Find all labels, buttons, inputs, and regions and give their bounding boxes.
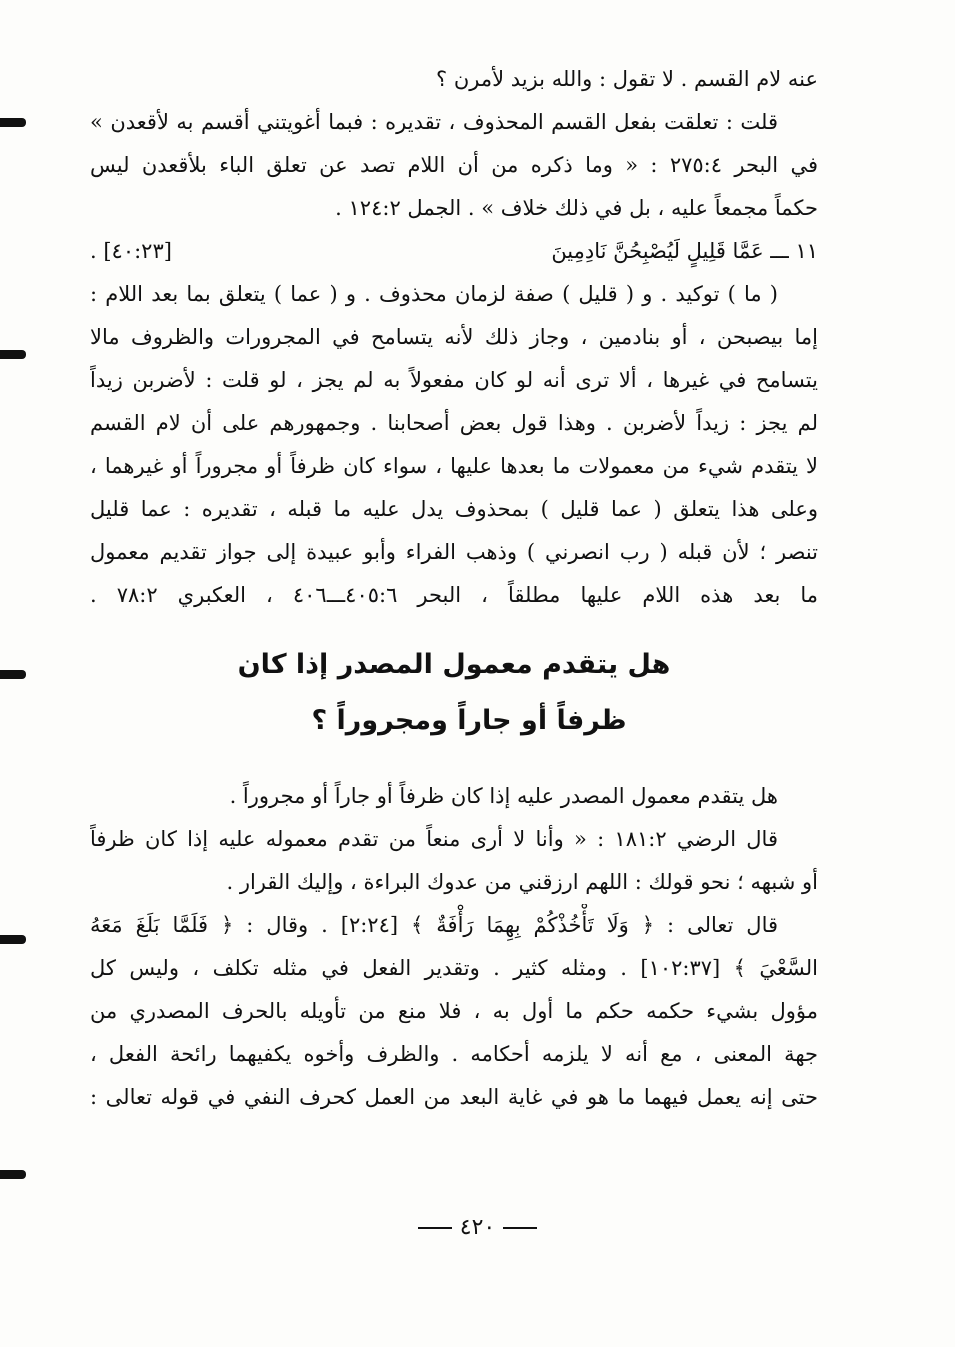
text-line: ( ما ) توكيد . و ( قليل ) صفة لزمان محذوف . و ( عما ) يتعلق بما بعد اللام : xyxy=(90,282,778,306)
text-line: ما بعد هذه اللام عليها مطلقاً ، البحر ٤٠٥:٦ـــ٤٠٦ ، العكبري ٧٨:٢ . xyxy=(90,583,818,607)
page-number xyxy=(0,1215,955,1240)
dash-decoration xyxy=(503,1227,537,1229)
text-line: مؤول بشيء حكمه حكم ما أول به ، فلا منع من تأويله بالحرف المصدري من xyxy=(90,999,818,1023)
text-line: لا يتقدم شيء من معمولات ما بعدها عليها ، سواء كان ظرفاً أو مجروراً أو غيرهما ، xyxy=(90,454,818,478)
binding-mark xyxy=(0,118,26,127)
section-body xyxy=(90,775,818,1119)
verse-reference: [٤٠:٢٣] . xyxy=(90,239,172,263)
binding-mark xyxy=(0,935,26,944)
text-line: تنصر ؛ لأن قبله ( رب انصرني ) وذهب الفراء وأبو عبيدة إلى جواز تقديم معمول xyxy=(90,540,818,564)
text-line: هل يتقدم معمول المصدر عليه إذا كان ظرفاً أو جاراً أو مجروراً . xyxy=(229,784,778,808)
binding-mark xyxy=(0,1170,26,1179)
text-line: قال الرضي ١٨١:٢ : « وأنا لا أرى منعاً من تقدم معموله عليه إذا كان ظرفاً xyxy=(90,827,778,851)
heading-line: ظرفاً أو جاراً ومجروراً ؟ xyxy=(311,705,627,736)
text-line: حكماً مجمعاً عليه ، بل في ذلك خلاف » . الجمل ١٢٤:٢ . xyxy=(335,196,818,220)
section-heading xyxy=(90,637,818,749)
text-line: قلت : تعلقت بفعل القسم المحذوف ، تقديره : فبما أغويتني أقسم به لأقعدن » xyxy=(90,110,778,134)
text-line: حتى إنه يعمل فيهما ما هو في غاية البعد من العمل كحرف النفي في قوله تعالى : xyxy=(90,1085,818,1109)
dash-decoration xyxy=(418,1227,452,1229)
binding-mark xyxy=(0,350,26,359)
text-line: السَّعْيَ ﴾ [١٠٢:٣٧] . ومثله كثير . وتقدير الفعل في مثله تكلف ، وليس كل xyxy=(90,956,818,980)
text-line: قال تعالى : ﴿ وَلَا تَأْخُذْكُمْ بِهِمَا رَأْفَةٌ ﴾ [٢:٢٤] . وقال : ﴿ فَلَمَّا بَلَغَ مَعَهُ xyxy=(90,913,779,937)
text-line: يتسامح في غيرها ، ألا ترى أنه لو كان مفعولاً به لم يجز ، لو قلت : لأضربن زيداً xyxy=(90,368,818,392)
text-line: أو شبهه ؛ نحو قولك : اللهم ارزقني من عدوك البراءة ، وإليك القرار . xyxy=(226,870,818,894)
page-number-text: ٤٢٠ xyxy=(459,1215,496,1240)
verse-line xyxy=(90,230,818,273)
text-line: في البحر ٢٧٥:٤ : « وما ذكره من أن اللام تصد عن تعلق الباء بلأقعدن ليس xyxy=(90,153,818,177)
text-line: إما بيصبحن ، أو بنادمين ، وجاز ذلك لأنه يتسامح في المجرورات والظروف مالا xyxy=(90,325,818,349)
heading-line: هل يتقدم معمول المصدر إذا كان xyxy=(237,649,671,680)
text-line: عنه لام القسم . لا تقول : والله بزيد لأمرن ؟ xyxy=(436,67,818,91)
text-line: وعلى هذا يتعلق ( عما قليل ) بمحذوف يدل عليه ما قبله ، تقديره : عما قليل xyxy=(90,497,818,521)
text-line: لم يجز : زيداً لأضربن . وهذا قول بعض أصحابنا . وجمهورهم على أن لام القسم xyxy=(90,411,818,435)
binding-mark xyxy=(0,670,26,679)
page-body xyxy=(90,58,818,1119)
text-line: جهة المعنى ، مع أنه لا يلزمه أحكامه . والظرف وأخوه يكفيهما رائحة الفعل ، xyxy=(90,1042,818,1066)
verse-text: ١١ ـــ عَمَّا قَلِيلٍ لَيُصْبِحُنَّ نَادِمِينَ xyxy=(551,239,818,263)
